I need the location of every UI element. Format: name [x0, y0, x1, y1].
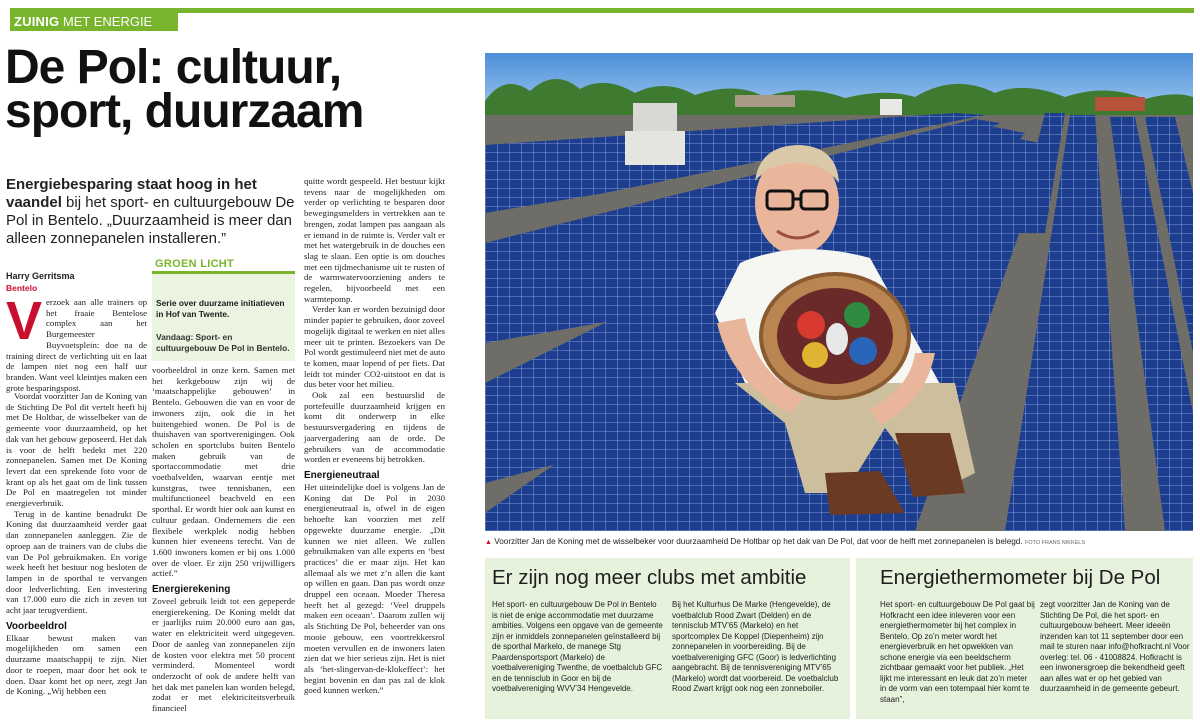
rubric-bar — [10, 8, 1194, 13]
article-paragraph: erzoek aan alle trainers op het fraaie Bentelose complex aan het Burgemeester Buyvoetsplein: doe na de training direct de verlichting uit en laat de lampen niet nog een half uur branden. Want veel kleintjes maken een grote besparingspost. — [6, 297, 147, 393]
sidebar-box-text: Bij het Kulturhus De Marke (Hengevelde), de voetbalclub Rood Zwart (Delden) en de tennisclub MTV’65 (Markelo) en het sportcomplex De Koppel (Diepenheim) zijn zonnepanelen in voorbereiding. Bij de voetbalvereniging GFC (Goor) is ledverlichting aangebracht. Bij de tennisvereniging MTV’65 (Markelo) wordt dat voorbereid. De voetbalclub Rood Zwart krijgt ook nog een zonneboiler. — [672, 600, 839, 693]
dropcap: V — [6, 291, 43, 351]
dateline-place: Bentelo — [6, 283, 38, 293]
sidebar-box-text: zegt voorzitter Jan de Koning van de Stichting De Pol, die het sport- en cultuurgebouw beheert. Meer ideeën inzenden kan tot 11 september door een mail te sturen naar info@hofkracht.nl Voor overleg: tel. 06 - 41008824. Hofkracht is een inwonersgroep die bekendheid geeft aan alles wat er op het gebied van duurzaamheid in de gemeente gebeurt. — [1040, 600, 1190, 693]
infobox-text: Serie over duurzame initiatieven in Hof van Twente. — [156, 298, 285, 319]
infobox-title: GROEN LICHT — [155, 258, 235, 270]
article-intro: Energiebesparing staat hoog in het vaandel bij het sport- en cultuurgebouw De Pol in Bentelo. „Duurzaamheid is meer dan alleen zonnepanelen installeren.” — [6, 176, 295, 247]
subheading: Energieneutraal — [304, 469, 380, 481]
subheading: Energierekening — [152, 584, 231, 596]
caption-triangle-icon: ▲ — [485, 539, 492, 546]
article-column-1 — [6, 291, 147, 393]
subheading: Voorbeeldrol — [6, 620, 67, 632]
article-paragraph: Het uiteindelijke doel is volgens Jan de Koning dat De Pol in 2030 energieneutraal is, ofwel in de eigen behoefte kan voorzien met zelf opgewekte duurzame energie. „Dit kunnen we niet alleen. We zullen gebruikmaken van alle experts en ‘best practices’ die er maar zijn. Het kan allemaal als we met z’n allen die kant op willen en gaan. Dan pas wordt onze druppel een oceaan. Moeder Theresa heeft het al gezegd: ‘Veel druppels maken een oceaan’. Daarom zullen wij als Stichting De Pol, beheerder van ons mooie gebouw, een voortrekkersrol moeten vervullen en de inwoners laten zien dat we hier serieus zijn. Het is niet als ‘het-slingervan-de-klokeffect’: het begint bovenin en dan pas zal de klok goed kunnen werken.” — [304, 481, 445, 696]
rooftop-solar-photo — [485, 53, 1193, 531]
page-title: De Pol: cultuur, sport, duurzaam — [5, 41, 364, 138]
sidebar-box-text: Het sport- en cultuurgebouw De Pol in Bentelo is niet de enige accommodatie met duurzame ambities. Volgens een opgave van de gemeente zijn er inmiddels zonnepanelen geïnstalleerd bij de sporthal Markelo, de manege Stg Paardensportsport (Markelo) de voetbalvereniging Twenthe, de voetbalclub GFC en de tennisclub in Goor en bij de voetbalvereniging WVV’34 Hengevelde. — [492, 600, 663, 693]
sidebar-box-text: Het sport- en cultuurgebouw De Pol gaat bij Hofkracht een idee inleveren voor een energiethermometer bij het complex in Bentelo. Op zo’n meter wordt het energieverbruik en het opwekken van schone energie via een beeldscherm zichtbaar gemaakt voor het publiek. „Het lijkt me interessant en leuk dat zo’n meter in de vorm van een totempaal hier komt te staan”, — [880, 600, 1035, 704]
article-paragraph: Ook zal een bestuurslid de portefeuille duurzaamheid krijgen en komt dit onderwerp in elke bestuursvergadering en tijdens de jaarvergadering aan de orde. De gebruikers van de accommodatie worden er eveneens bij betrokken. — [304, 390, 445, 465]
sidebar-box-title: Er zijn nog meer clubs met ambitie — [492, 566, 807, 589]
article-column-1b — [6, 391, 147, 697]
article-paragraph: Voordat voorzitter Jan de Koning van de Stichting De Pol dit vertelt heeft hij met De Holtbar, de wisselbeker van de gemeente voor duurzaamheid, op het dak van het gebouw geposeerd. Het dak is voor de helft bedekt met 220 zonnepanelen. Samen met De Koning levert dat een sprekende foto voor de krant op als het gaat om de link tussen De Pol en maatregelen tot minder energieverbruik. — [6, 391, 147, 509]
article-paragraph: quitte wordt gespeeld. Het bestuur kijkt tevens naar de mogelijkheden om verder op verlichting te besparen door bewegingsmelders in vertrekken aan te brengen, zodat lampen pas aangaan als er iemand in de ruimte is. Verder valt er met het watergebruik in de douches een slag te slaan. Een optie is om douches met een tijdmechanisme uit te rusten of de warmwatervoorziening anders te regelen, bijvoorbeeld met een warmtepomp. — [304, 176, 445, 304]
author-byline: Harry Gerritsma — [6, 271, 75, 281]
article-paragraph: Elkaar bewust maken van mogelijkheden om samen een duurzame maatschappij te zijn. Niet door te roepen, maar door het ook te doen. Daar komt het op neer, zegt Jan de Koning. „Wij hebben een — [6, 632, 147, 697]
photo-credit: FOTO FRANS NIKKELS — [1024, 540, 1086, 546]
article-paragraph: Terug in de kantine benadrukt De Koning dat duurzaamheid verder gaat dan zonnepanelen aanleggen. Zie de oproep aan de trainers van de clubs die van De Pol gebruikmaken. En vorige week heeft het bestuur nog besloten de lampen in de sporthal te vervangen door ledverlichting. Een investering van 17.000 euro die zich in zeven tot acht jaar terugverdient. — [6, 508, 147, 616]
sidebar-box-title: Energiethermometer bij De Pol — [880, 566, 1161, 589]
infobox-subtext: Vandaag: Sport- en cultuurgebouw De Pol in Bentelo. — [156, 332, 290, 353]
article-paragraph: Zoveel gebruik leidt tot een gepeperde energierekening. De Koning meldt dat er jaarlijks ruim 20.000 euro aan gas, water en elektriciteit werd uitgegeven. Door de aanleg van zonnepanelen zijn de kosten voor elektra met 50 procent verminderd. Momenteel wordt onderzocht of ook de andere helft van het dak met panelen kan worden belegd, zodat er met elektriciteitsverbruik financieel — [152, 596, 295, 714]
series-infobox — [152, 258, 295, 361]
article-column-3 — [304, 176, 445, 696]
article-paragraph: voorbeeldrol in onze kern. Samen met het kerkgebouw zijn wij de ‘maatschappelijke gebouwen’ in Bentelo. Gebouwen die van en voor de inwoners zijn, ook die in het buitengebied wonen. De Pol is de thuishaven van sportverenigingen. Ook scholen en sportclubs buiten Bentelo maken gebruik van de sportaccommodatie met drie voetbalvelden, waarvan eentje met kunstgras, twee tennisbanen, een multifunctioneel beachveld en een sporthal. Er wordt hier ook aan kunst en cultuur gedaan. Ondernemers die een flexibele werkplek nodig hebben kunnen hier eveneens terecht. Van de 1.600 inwoners komen er bij ons 1.000 over de vloer. Er zijn 250 vrijwilligers actief.” — [152, 365, 295, 579]
photo-caption: ▲ Voorzitter Jan de Koning met de wisselbeker voor duurzaamheid De Holtbar op het dak van De Pol, dat voor de helft met zonnepanelen is belegd. FOTO FRANS NIKKELS — [485, 537, 1086, 546]
article-column-2 — [152, 365, 295, 714]
section-rubric: ZUINIG MET ENERGIE — [10, 13, 178, 31]
article-paragraph: Verder kan er worden bezuinigd door minder papier te gebruiken, door zoveel mogelijk digitaal te werken en niet alles meer uit te printen. Bezoekers van De Pol wordt gestimuleerd niet met de auto te komen, maar lopend of per fiets. Dat leidt tot minder CO2-uitstoot en dat is dus beter voor het milieu. — [304, 304, 445, 390]
photo-illustration — [485, 53, 1193, 531]
